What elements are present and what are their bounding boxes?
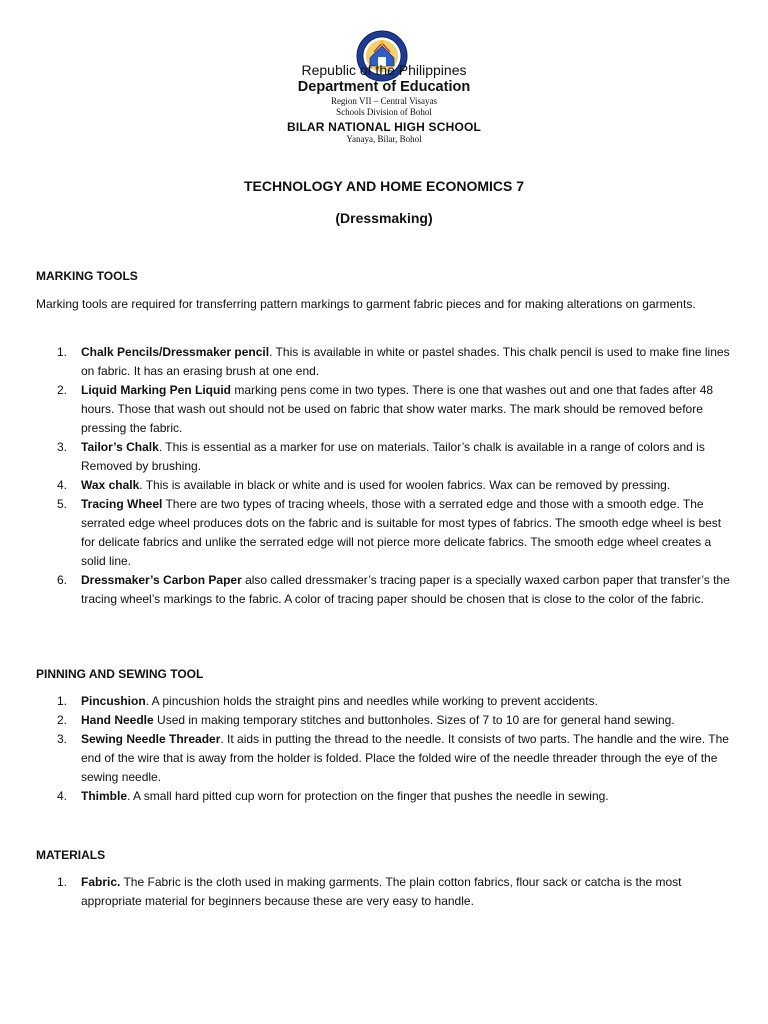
document-subtitle: (Dressmaking) bbox=[335, 210, 433, 226]
region-line: Region VII – Central Visayas bbox=[330, 96, 438, 106]
pinning-sewing-list bbox=[36, 692, 736, 806]
document-title: TECHNOLOGY AND HOME ECONOMICS 7 bbox=[243, 178, 525, 194]
list-item: 2. Hand Needle Used in making temporary stitches and buttonholes. Sizes of 7 to 10 are for general hand sewing. bbox=[57, 713, 675, 727]
list-item: 4. Wax chalk. This is available in black or white and is used for woolen fabrics. Wax can be removed by pressing. bbox=[57, 478, 671, 492]
list-item: 2. Liquid Marking Pen Liquid marking pens come in two types. There is one that washes out and one that fades after 48 hours. Those that wash out should not be used on fabric that show water marks. The mark should be removed before pressing the fabric. bbox=[57, 383, 714, 435]
list-item: 4. Thimble. A small hard pitted cup worn for protection on the finger that pushes the needle in sewing. bbox=[57, 789, 609, 803]
list-item: 3. Sewing Needle Threader. It aids in putting the thread to the needle. It consists of two parts. The handle and the wire. The end of the wire that is away from the holder is folded. Place the folded wire of the needle threader through the eye of the sewing needle. bbox=[57, 732, 729, 784]
section-heading-marking-tools: MARKING TOOLS bbox=[36, 269, 138, 283]
republic-line: Republic of the Philippines bbox=[301, 62, 467, 78]
marking-tools-list bbox=[36, 343, 736, 609]
department-name: Department of Education bbox=[297, 79, 471, 95]
list-item: 5. Tracing Wheel There are two types of tracing wheels, those with a serrated edge and those with a smooth edge. The serrated edge wheel produces dots on the fabric and is suitable for most types of fabrics. The smooth edge wheel is best for delicate fabrics and unlike the serrated edge will not pierce more delicate fabrics. The smooth edge wheel creates a solid line. bbox=[57, 497, 722, 568]
list-item: 1. Chalk Pencils/Dressmaker pencil. This is available in white or pastel shades. This chalk pencil is used to make fine lines on fabric. It has an erasing brush at one end. bbox=[57, 345, 730, 378]
materials-list bbox=[36, 873, 736, 911]
section-heading-materials: MATERIALS bbox=[36, 848, 106, 862]
section-intro: Marking tools are required for transferring pattern markings to garment fabric pieces and for making alterations on garments. bbox=[36, 297, 696, 311]
school-name: BILAR NATIONAL HIGH SCHOOL bbox=[286, 120, 482, 134]
list-item: 6. Dressmaker’s Carbon Paper also called dressmaker’s tracing paper is a specially waxed carbon paper that transfer’s the tracing wheel’s markings to the fabric. A color of tracing paper should be chosen that is close to the color of the fabric. bbox=[57, 573, 730, 606]
section-heading-pinning-sewing: PINNING AND SEWING TOOL bbox=[36, 667, 204, 681]
list-item: 1. Fabric. The Fabric is the cloth used in making garments. The plain cotton fabrics, flour sack or catcha is the most appropriate material for beginners because these are very easy to handle. bbox=[57, 875, 682, 908]
school-address: Yanaya, Bilar, Bohol bbox=[346, 134, 422, 144]
list-item: 3. Tailor’s Chalk. This is essential as a marker for use on materials. Tailor’s chalk is available in a range of colors and is Removed by brushing. bbox=[57, 440, 705, 473]
division-line: Schools Division of Bohol bbox=[336, 107, 432, 117]
list-item: 1. Pincushion. A pincushion holds the straight pins and needles while working to prevent accidents. bbox=[57, 694, 598, 708]
